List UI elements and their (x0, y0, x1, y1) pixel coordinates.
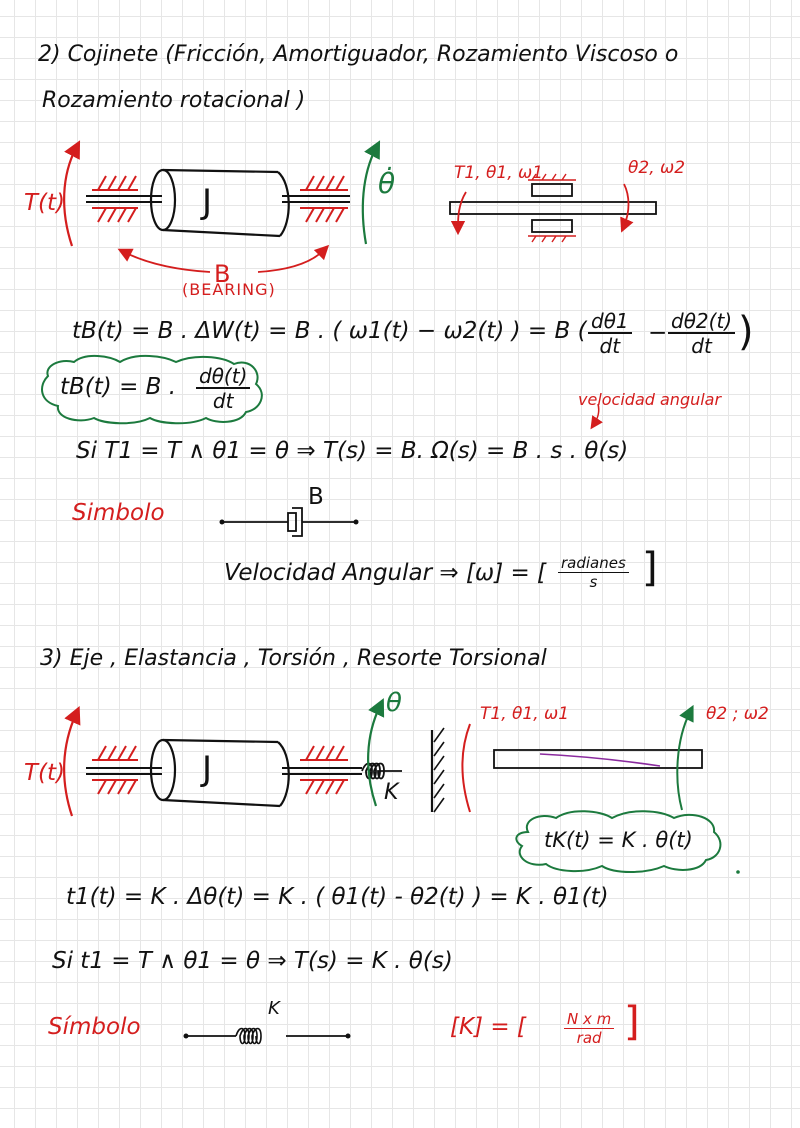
fraction-den: dt (691, 334, 712, 358)
bearing-sublabel: (BEARING) (182, 280, 276, 299)
fraction-den: dt (599, 334, 621, 358)
right-label-right: θ2, ω2 (628, 158, 686, 178)
theta-label-3: θ (386, 688, 402, 718)
eq-bearing-torque: tB(t) = B . ΔW(t) = B . ( ω1(t) − ω2(t) ) = B ( (72, 318, 587, 344)
symbol-b-label: B (308, 484, 324, 510)
torque-label-3: T(t) (24, 760, 66, 786)
velocidad-angular-note: velocidad angular (578, 390, 722, 409)
fraction-den: s (589, 573, 598, 591)
close-bracket: ] (642, 545, 658, 591)
boxed-eq-lhs: tB(t) = B . (60, 374, 177, 400)
symbol-label: Simbolo (72, 500, 165, 526)
fraction-num: dθ2(t) (668, 311, 735, 334)
fraction-den: rad (576, 1029, 602, 1047)
eq-spring-torque: t1(t) = K . Δθ(t) = K . ( θ1(t) - θ2(t) ) = K . θ1(t) (66, 884, 609, 910)
fraction-num: dθ1 (588, 311, 632, 334)
fraction-num: dθ(t) (196, 366, 250, 389)
fraction-den: dt (212, 389, 234, 413)
fraction-num: N x m (564, 1012, 614, 1029)
right-label-left-3: T1, θ1, ω1 (480, 704, 570, 724)
symbol-label-3: Símbolo (48, 1014, 141, 1040)
spring-diagram (64, 706, 702, 816)
bearing-label: B (214, 260, 231, 288)
damper-symbol (220, 508, 359, 536)
inertia-label: J (202, 182, 213, 222)
right-label-right-3: θ2 ; ω2 (706, 704, 769, 724)
right-label-left: T1, θ1, ω1 (454, 163, 544, 183)
boxed-eq-k: tK(t) = K . θ(t) (544, 828, 693, 852)
section2-title-line1: 2) Cojinete (Fricción, Amortiguador, Rozamiento Viscoso o (38, 42, 679, 67)
bearing-diagram (64, 148, 376, 272)
spring-k-label: K (384, 780, 399, 805)
inertia-label-3: J (202, 749, 213, 789)
units-velocity: Velocidad Angular ⇒ [ω] = [ (224, 560, 547, 586)
section3-title: 3) Eje , Elastancia , Torsión , Resorte Torsional (40, 646, 547, 671)
section2-title-line2: Rozamiento rotacional ) (42, 88, 306, 113)
si-line-b: Si T1 = T ∧ θ1 = θ ⇒ T(s) = B. Ω(s) = B . s . θ(s) (76, 438, 629, 464)
torque-label: T(t) (24, 190, 66, 216)
fraction-num: radianes (558, 556, 629, 573)
close-paren: ) (738, 309, 754, 355)
shaft-bearing-sketch (450, 174, 656, 242)
units-k: [K] = [ (450, 1014, 526, 1040)
minus-sign: − (648, 320, 668, 346)
si-line-k: Si t1 = T ∧ θ1 = θ ⇒ T(s) = K . θ(s) (52, 948, 453, 974)
theta-dot-label: θ̇ (378, 167, 396, 200)
symbol-k-label: K (268, 998, 280, 1019)
close-bracket-k: ] (624, 999, 640, 1045)
spring-symbol (184, 1029, 351, 1044)
